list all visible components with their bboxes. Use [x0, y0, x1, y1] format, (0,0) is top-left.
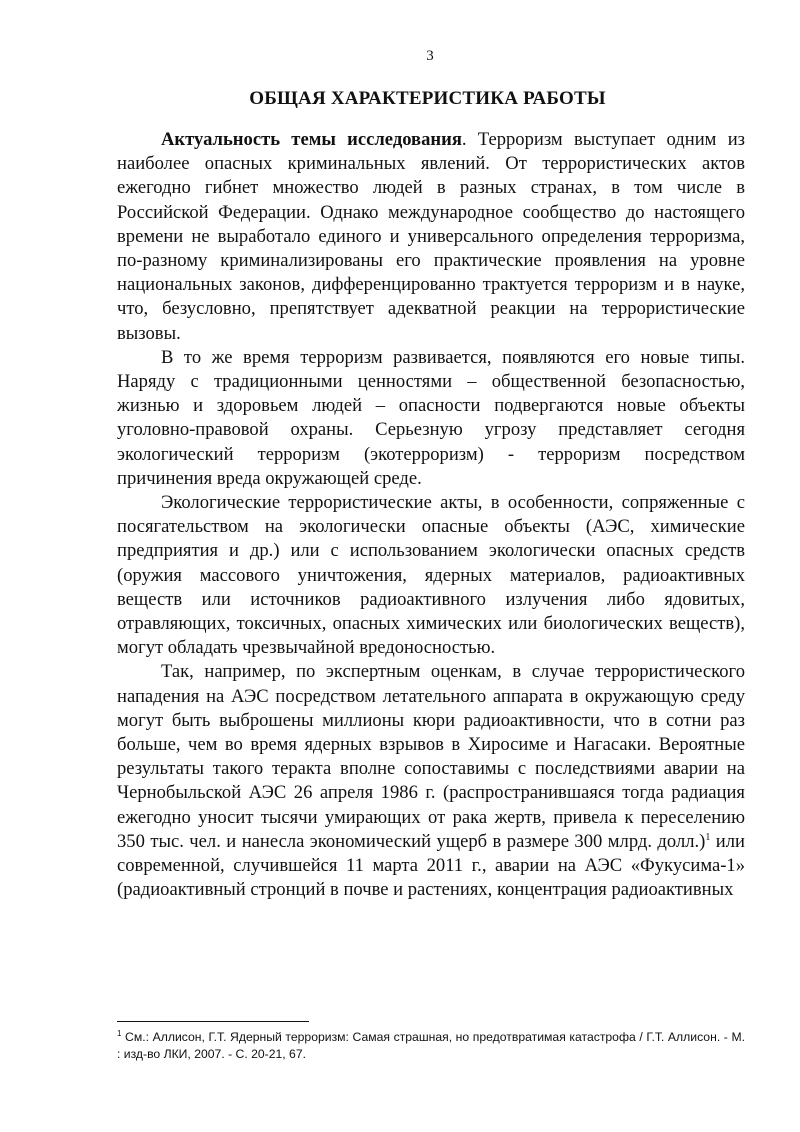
body-text [117, 128, 745, 903]
relevance-heading: Актуальность темы исследования [161, 129, 462, 150]
paragraph-new-types: В то же время терроризм развивается, появляются его новые типы. Наряду с традиционными ценностями – общественной безопасностью, жизнью и здоровьем людей – опасности подвергаются новые объекты уголовно-правовой охраны. Серьезную угрозу представляет сегодня экологический терроризм (экотерроризм) - терроризм посредством причинения вреда окружающей среде. [117, 346, 745, 489]
paragraph-expert-estimates [117, 660, 745, 902]
page-number: 3 [426, 48, 434, 64]
footnote-reference[interactable]: 1 [705, 831, 711, 843]
relevance-text: . Терроризм выступает одним из наиболее опасных криминальных явлений. От террористических актов ежегодно гибнет множество людей в разных странах, в том числе в Российской Федерации. Однако международное сообщество до настоящего времени не выработало единого и универсального определения терроризма, по-разному криминализированы его практические проявления на уровне национальных законов, дифференцированно трактуется терроризм и в науке, что, безусловно, препятствует адекватной реакции на террористические вызовы. [117, 129, 745, 344]
expert-estimates-text: Так, например, по экспертным оценкам, в случае террористического нападения на АЭС посредством летательного аппарата в окружающую среду могут быть выброшены миллионы кюри радиоактивности, что в сотни раз больше, чем во время ядерных взрывов в Хиросиме и Нагасаки. Вероятные результаты такого теракта вполне сопоставимы с последствиями аварии на Чернобыльской АЭС 26 апреля 1986 г. (распространившаяся тогда радиация ежегодно уносит тысячи умирающих от рака жертв, привела к переселению 350 тыс. чел. и нанесла экономический ущерб в размере 300 млрд. долл.) [117, 661, 745, 852]
footnote-mark: 1 [117, 1028, 122, 1038]
footnote-text: См.: Аллисон, Г.Т. Ядерный терроризм: Самая страшная, но предотвратимая катастрофа / Г.Т. Аллисон. - М. : изд-во ЛКИ, 2007. - С. 20-21, 67. [117, 1030, 745, 1061]
page-title: ОБЩАЯ ХАРАКТЕРИСТИКА РАБОТЫ [249, 88, 606, 109]
expert-estimates-continuation: или современной, случившейся 11 марта 2011 г., аварии на АЭС «Фукусима-1» (радиоактивный стронций в почве и растениях, концентрация радиоактивных [117, 830, 745, 901]
paragraph-ecological-acts: Экологические террористические акты, в особенности, сопряженные с посягательством на экологически опасные объекты (АЭС, химические предприятия и др.) или с использованием экологически опасных средств (оружия массового уничтожения, ядерных материалов, радиоактивных веществ или источников радиоактивного излучения либо ядовитых, отравляющих, токсичных, опасных химических или биологических веществ), могут обладать чрезвычайной вредоносностью. [117, 492, 745, 659]
paragraph-relevance [117, 128, 745, 346]
footnote [117, 1029, 745, 1063]
footnote-separator [117, 1021, 309, 1022]
